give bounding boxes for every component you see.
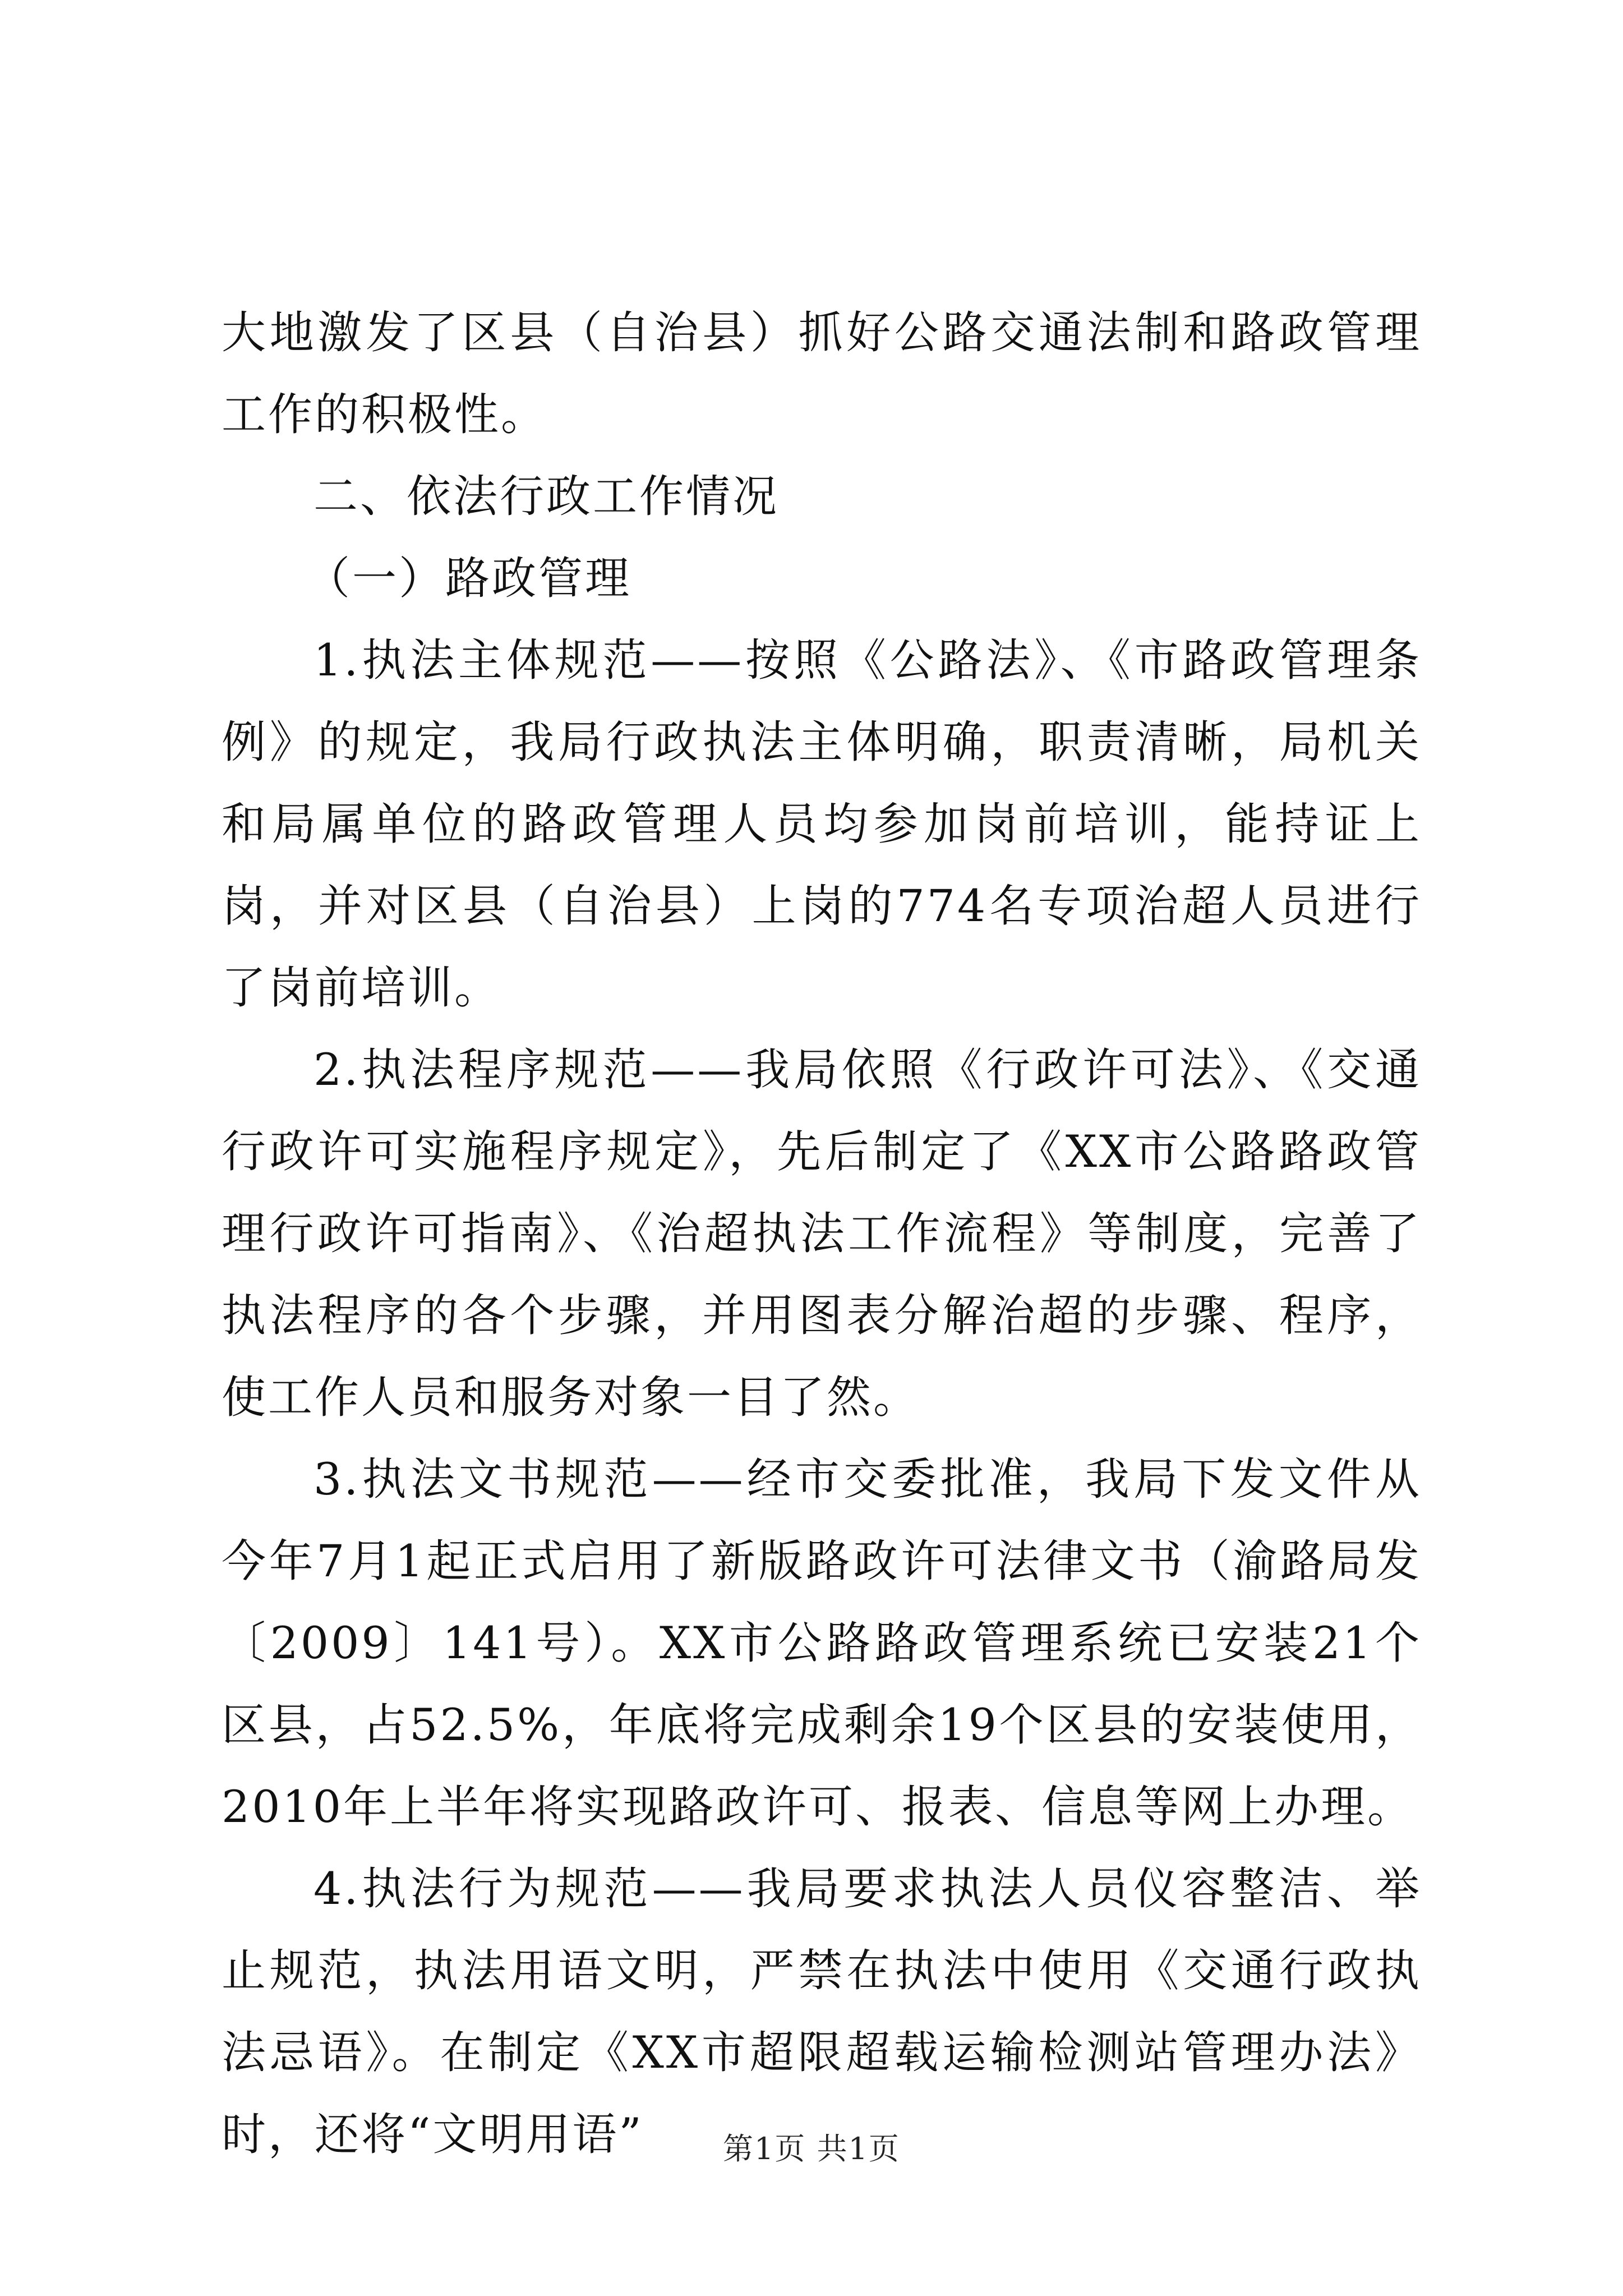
paragraph-item-4: 4.执法行为规范——我局要求执法人员仪容整洁、举止规范，执法用语文明，严禁在执法中使用《交通行政执法忌语》。在制定《XX市超限超载运输检测站管理办法》时，还将“文明用语” <box>222 1863 1422 2160</box>
subsection-heading: （一）路政管理 <box>306 553 631 604</box>
paragraph-continuation: 大地激发了区县（自治县）抓好公路交通法制和路政管理工作的积极性。 <box>222 307 1422 440</box>
paragraph-item-1: 1.执法主体规范——按照《公路法》、《市路政管理条例》的规定，我局行政执法主体明确，职责清晰，局机关和局属单位的路政管理人员均参加岗前培训，能持证上岗，并对区县（自治县）上岗的774名专项治超人员进行了岗前培训。 <box>222 634 1422 1014</box>
section-heading: 二、依法行政工作情况 <box>313 471 779 522</box>
paragraph-item-2: 2.执法程序规范——我局依照《行政许可法》、《交通行政许可实施程序规定》，先后制定了《XX市公路路政管理行政许可指南》、《治超执法工作流程》等制度，完善了执法程序的各个步骤，并用图表分解治超的步骤、程序，使工作人员和服务对象一目了然。 <box>222 1044 1422 1423</box>
paragraph-item-3: 3.执法文书规范——经市交委批准，我局下发文件从今年7月1起正式启用了新版路政许可法律文书（渝路局发〔2009〕141号）。XX市公路路政管理系统已安装21个区县，占52.5%，年底将完成剩余19个区县的安装使用，2010年上半年将实现路政许可、报表、信息等网上办理。 <box>222 1453 1422 1833</box>
document-body <box>222 292 1422 2175</box>
page-footer: 第1页 共1页 <box>723 2131 900 2166</box>
